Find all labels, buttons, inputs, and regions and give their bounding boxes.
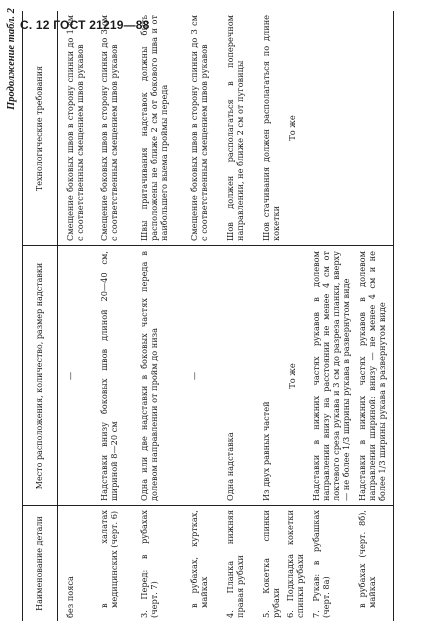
column-header-requirements: Технологические требования xyxy=(35,65,44,192)
table xyxy=(22,11,394,621)
table-row-part: в рубахах, куртках, майках xyxy=(189,510,209,608)
table-row-part: 4. Планка нижняя правая рубахи xyxy=(225,510,245,618)
table-row-part: без пояса xyxy=(65,576,75,618)
table-row-location: — xyxy=(65,371,75,381)
table-row-location: То же xyxy=(287,363,297,389)
table-row-part: 5. Кокетка спинки рубахи xyxy=(261,510,281,618)
table-row-location: Одна надставка xyxy=(225,432,235,501)
table-row-part: 7. Рукав: в рубашках (черт. 8а) xyxy=(311,510,331,618)
table-row-part: 3. Перед: в рубахах (черт. 7) xyxy=(139,510,159,618)
column-header-part-name: Наименование детали xyxy=(35,516,44,611)
table-row-requirements: Смещение боковых швов в сторону спинки до 1 см с соответственным смещением швов рукавов xyxy=(65,15,85,241)
page-header: С. 12 ГОСТ 21219—88 xyxy=(20,18,150,32)
table-row-part: в рубахах (черт. 8б), майках xyxy=(357,510,377,608)
table-row-part: в халатах медицинских (черт. 6) xyxy=(99,510,119,608)
table-row-requirements: Смещение боковых швов в сторону спинки до 3 см с соответственным смещением швов рукавов xyxy=(189,15,209,241)
table-row-location: Надставки в нижних частях рукавов в долевом направлении внизу на расстоянии не менее 4 см от локтевого среза рукава и 3 см до разреза планки, вверху — не более 1/3 ширины рукава в развернутом виде xyxy=(311,251,351,501)
table-row-location: Надставки в нижних частях рукавов в долевом направлении шириной: внизу — не менее 4 см и не более 1/3 ширины рукава в развернутом виде xyxy=(357,251,387,501)
table-header-row xyxy=(23,11,58,621)
table-row-requirements: Смещение боковых швов в сторону спинки до 3 см с соответственным смещением швов рукавов xyxy=(99,15,119,241)
column-divider xyxy=(23,505,393,506)
table-row-requirements: То же xyxy=(287,115,297,141)
table-row-location: — xyxy=(189,371,199,381)
table-row-location: Надставки внизу боковых швов длиной 20—40 см, шириной 8—20 см xyxy=(99,251,119,501)
column-divider xyxy=(23,245,393,246)
column-header-location: Место расположения, количество, размер надставки xyxy=(35,262,44,490)
table-row-location: Из двух равных частей xyxy=(261,401,271,501)
table-row-location: Одна или две надставки в боковых частях переда в долевом направлении от пройм до низа xyxy=(139,251,159,501)
table-row-requirements: Шов должен располагаться в поперечном направлении, не ближе 2 см от пуговицы xyxy=(225,15,245,241)
table-row-requirements: Шов стачивания должен располагаться по длине кокетки xyxy=(261,15,281,241)
table-row-requirements: Швы притачивания надставок должны быть расположены не ближе 2 см от бокового шва и от наибольшего выема проймы переда xyxy=(139,15,169,241)
table-row-part: 6. Подкладка кокетки спинки рубахи xyxy=(285,510,305,618)
table-continuation-label: Продолжение табл. 2 xyxy=(6,8,17,110)
